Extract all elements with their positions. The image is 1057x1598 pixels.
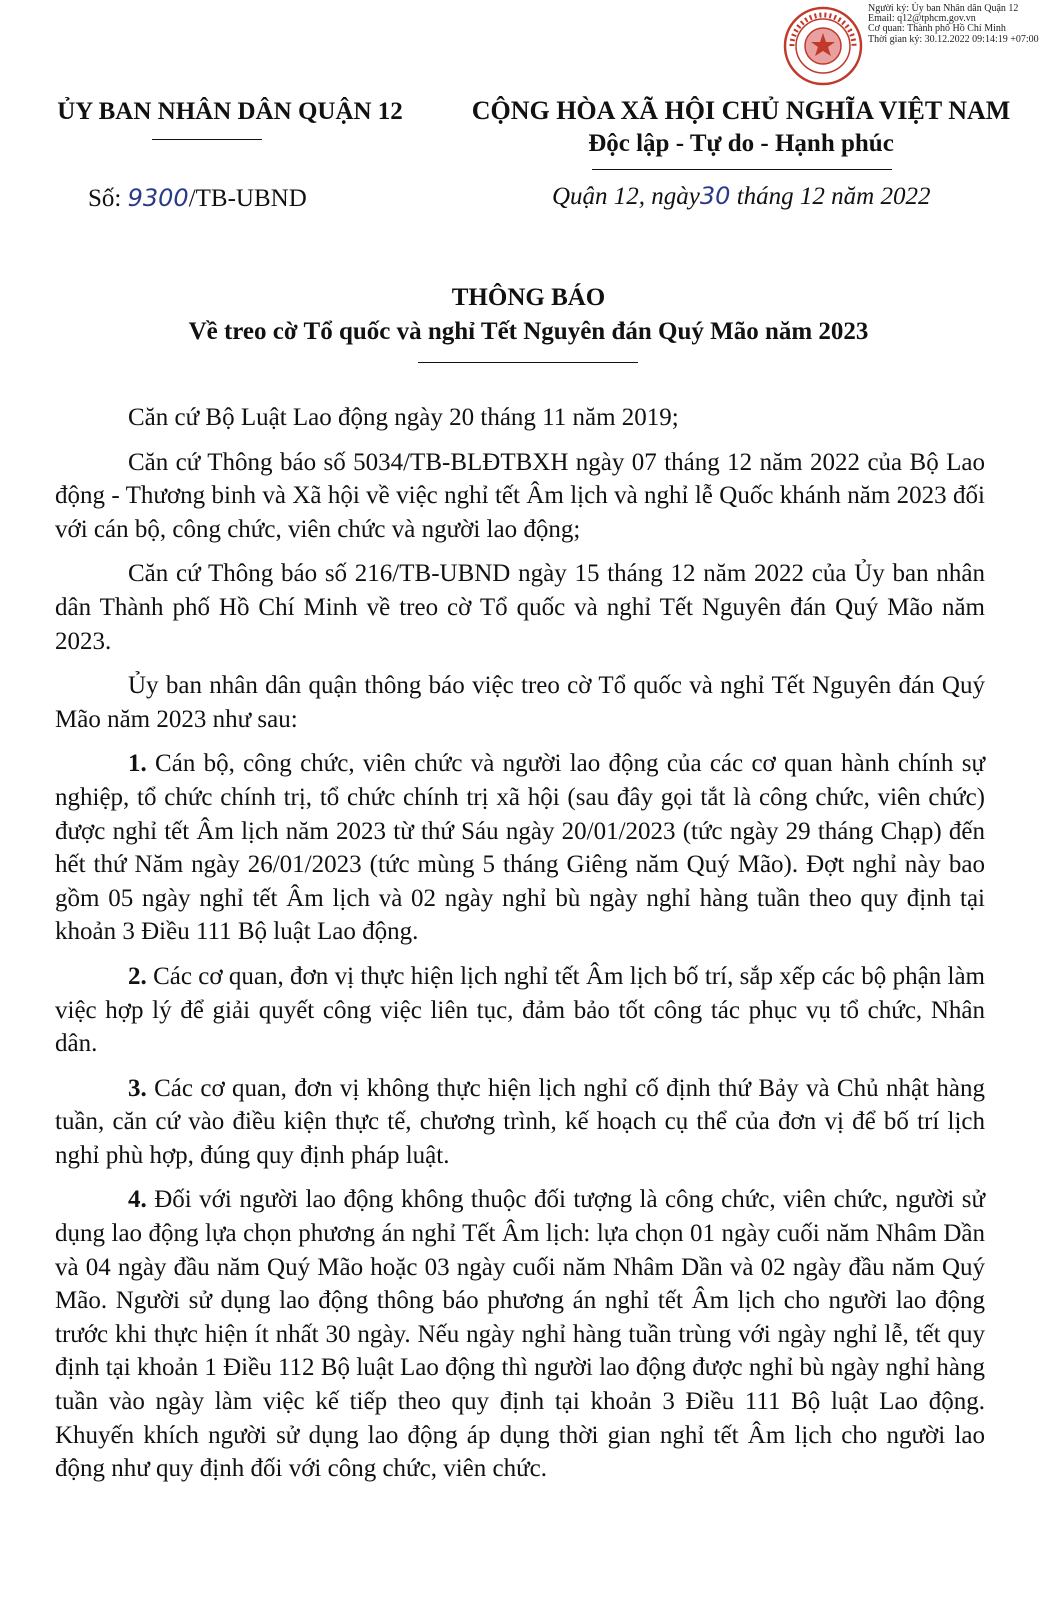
- date-suffix: tháng 12 năm 2022: [730, 183, 931, 210]
- red-seal-stamp-icon: [782, 5, 864, 87]
- date-prefix: Quận 12, ngày: [552, 183, 700, 210]
- signature-email: Email: q12@tphcm.gov.vn: [868, 13, 976, 25]
- clause-text: Cán bộ, công chức, viên chức và người lao động của các cơ quan hành chính sự nghiệp, tổ chức chính trị, tổ chức chính trị xã hội (sau đây gọi tắt là công chức, viên chức) được nghỉ tết Âm lịch năm 2023 từ thứ Sáu ngày 20/01/2023 (tức ngày 29 tháng Chạp) đến hết thứ Năm ngày 26/01/2023 (tức mùng 5 tháng Giêng năm Quý Mão). Đợt nghỉ này bao gồm 05 ngày nghỉ tết Âm lịch và 02 ngày nghỉ bù ngày nghỉ hàng tuần theo quy định tại khoản 3 Điều 111 Bộ luật Lao động.: [55, 750, 985, 946]
- signature-signer: Người ký: Ủy ban Nhân dân Quận 12: [868, 3, 1019, 14]
- legal-basis-2: Căn cứ Thông báo số 5034/TB-BLĐTBXH ngày 07 tháng 12 năm 2022 của Bộ Lao động - Thương binh và Xã hội về việc nghỉ tết Âm lịch và nghỉ lễ Quốc khánh năm 2023 đối với cán bộ, công chức, viên chức và người lao động;: [55, 448, 985, 543]
- clause-number: 2.: [128, 962, 147, 990]
- doc-number-suffix: /TB-UBND: [188, 185, 307, 212]
- clause-number: 3.: [128, 1074, 147, 1102]
- intro-paragraph: Ủy ban nhân dân quận thông báo việc treo cờ Tổ quốc và nghỉ Tết Nguyên đán Quý Mão năm 2023 như sau:: [55, 672, 985, 733]
- issuing-organization: ỦY BAN NHÂN DÂN QUẬN 12: [57, 98, 403, 125]
- clause-text: Các cơ quan, đơn vị không thực hiện lịch nghỉ cố định thứ Bảy và Chủ nhật hàng tuần, căn cứ vào điều kiện thực tế, chương trình, kế hoạch cụ thể của đơn vị để bố trí lịch nghỉ phù hợp, đúng quy định pháp luật.: [55, 1074, 985, 1169]
- clause-text: Đối với người lao động không thuộc đối tượng là công chức, viên chức, người sử dụng lao động lựa chọn phương án nghỉ Tết Âm lịch: lựa chọn 01 ngày cuối năm Nhâm Dần và 04 ngày đầu năm Quý Mão hoặc 03 ngày cuối năm Nhâm Dần và 02 ngày đầu năm Quý Mão. Người sử dụng lao động thông báo phương án nghỉ tết Âm lịch cho người lao động trước khi thực hiện ít nhất 30 ngày. Nếu ngày nghỉ hàng tuần trùng với ngày nghỉ lễ, tết quy định tại khoản 1 Điều 112 Bộ luật Lao động thì người lao động được nghỉ bù ngày nghỉ hàng tuần vào ngày làm việc kế tiếp theo quy định tại khoản 3 Điều 111 Bộ luật Lao động. Khuyến khích người sử dụng lao động áp dụng thời gian nghỉ tết Âm lịch cho người lao động như quy định đối với công chức, viên chức.: [55, 1186, 985, 1483]
- organization-underline: [152, 139, 262, 140]
- date-day-handwritten: 30: [699, 182, 731, 210]
- document-title: THÔNG BÁO: [451, 284, 606, 311]
- signature-agency: Cơ quan: Thành phố Hồ Chí Minh: [868, 23, 1006, 35]
- document-subject: Về treo cờ Tổ quốc và nghỉ Tết Nguyên đán Quý Mão năm 2023: [188, 318, 869, 345]
- digital-signature-info: [868, 4, 1054, 45]
- legal-basis-3: Căn cứ Thông báo số 216/TB-UBND ngày 15 tháng 12 năm 2022 của Ủy ban nhân dân Thành phố Hồ Chí Minh về treo cờ Tổ quốc và nghỉ Tết Nguyên đán Quý Mão năm 2023.: [55, 560, 985, 655]
- document-date: [552, 182, 930, 211]
- document-body: [55, 401, 985, 1486]
- clause-number: 1.: [128, 750, 147, 778]
- document-number: [88, 184, 307, 213]
- signature-time: Thời gian ký: 30.12.2022 09:14:19 +07:00: [868, 33, 1039, 45]
- national-motto: Độc lập - Tự do - Hạnh phúc: [588, 130, 894, 157]
- legal-basis-1: Căn cứ Bộ Luật Lao động ngày 20 tháng 11 năm 2019;: [128, 404, 679, 431]
- doc-number-handwritten: 9300: [127, 184, 189, 212]
- clause-2: [55, 960, 985, 1061]
- clause-4: [55, 1183, 985, 1485]
- clause-1: [55, 747, 985, 949]
- clause-number: 4.: [128, 1186, 147, 1214]
- doc-number-prefix: Số:: [88, 185, 128, 212]
- title-underline: [418, 362, 638, 363]
- motto-underline: [592, 169, 892, 170]
- clause-text: Các cơ quan, đơn vị thực hiện lịch nghỉ tết Âm lịch bố trí, sắp xếp các bộ phận làm việc hợp lý để giải quyết công việc liên tục, đảm bảo tốt công tác phục vụ tổ chức, Nhân dân.: [55, 962, 985, 1058]
- clause-3: [55, 1072, 985, 1173]
- national-title: CỘNG HÒA XÃ HỘI CHỦ NGHĨA VIỆT NAM: [471, 96, 1011, 125]
